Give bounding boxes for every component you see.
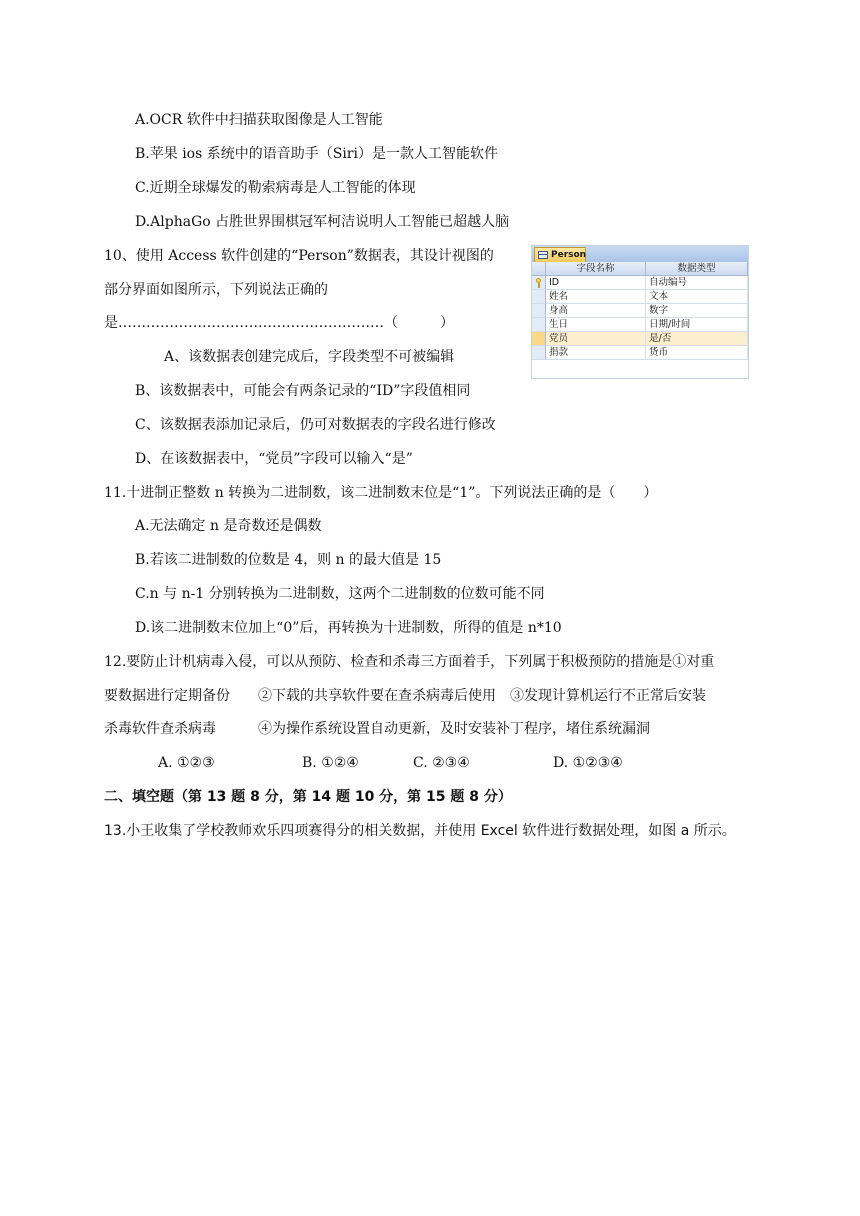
field-row <box>532 318 748 332</box>
q13-stem: 13.小王收集了学校教师欢乐四项赛得分的相关数据，并使用 Excel 软件进行数据处理，如图 a 所示。 <box>104 823 736 839</box>
row-selector-header <box>532 262 546 276</box>
field-row <box>532 290 748 304</box>
field-name-cell: 姓名 <box>546 290 646 304</box>
access-design-view-figure <box>531 245 749 379</box>
q10-stem-line3: 是…………………………………………………（ ） <box>104 315 454 331</box>
q9-option-b: B.苹果 ios 系统中的语音助手（Siri）是一款人工智能软件 <box>135 146 498 162</box>
row-selector <box>532 290 546 304</box>
primary-key-icon <box>535 278 542 288</box>
q12-stem-line1: 12.要防止计机病毒入侵，可以从预防、检查和杀毒三方面着手，下列属于积极预防的措施是①对重 <box>104 654 715 670</box>
data-type-cell: 是/否 <box>646 332 748 346</box>
data-type-cell: 货币 <box>646 346 748 360</box>
q10-option-c: C、该数据表添加记录后，仍可对数据表的字段名进行修改 <box>135 417 496 433</box>
field-row <box>532 304 748 318</box>
row-selector <box>532 276 546 290</box>
q12-option-a: A. ①②③ <box>158 755 215 771</box>
row-selector <box>532 318 546 332</box>
q12-option-b: B. ①②④ <box>302 755 359 771</box>
table-tab-label: Person <box>551 250 587 260</box>
field-name-cell: 生日 <box>546 318 646 332</box>
q11-stem: 11.十进制正整数 n 转换为二进制数，该二进制数末位是“1”。下列说法正确的是（ ） <box>104 485 658 501</box>
q10-option-d: D、在该数据表中，“党员”字段可以输入“是” <box>135 451 413 467</box>
field-name-cell: 身高 <box>546 304 646 318</box>
q11-option-a: A.无法确定 n 是奇数还是偶数 <box>135 518 322 534</box>
field-row <box>532 276 748 290</box>
row-selector <box>532 304 546 318</box>
field-name-cell: 捐款 <box>546 346 646 360</box>
field-row-selected <box>532 332 748 346</box>
table-icon <box>538 251 548 259</box>
q12-option-c: C. ②③④ <box>413 755 470 771</box>
q10-stem-line2: 部分界面如图所示，下列说法正确的 <box>104 282 328 298</box>
data-type-cell: 日期/时间 <box>646 318 748 332</box>
q12-stem-line2: 要数据进行定期备份 ②下载的共享软件要在查杀病毒后使用 ③发现计算机运行不正常后安装 <box>104 688 706 704</box>
q12-option-d: D. ①②③④ <box>553 755 623 771</box>
figure-tab-bar <box>532 246 748 262</box>
field-name-header: 字段名称 <box>546 262 646 276</box>
data-type-cell: 数字 <box>646 304 748 318</box>
section2-title: 二、填空题（第 13 题 8 分，第 14 题 10 分，第 15 题 8 分） <box>104 789 512 805</box>
field-name-cell: 党员 <box>546 332 646 346</box>
row-selector <box>532 332 546 346</box>
q11-option-c: C.n 与 n-1 分别转换为二进制数，这两个二进制数的位数可能不同 <box>135 586 545 602</box>
field-name-cell: ID <box>546 276 646 290</box>
q10-option-b: B、该数据表中，可能会有两条记录的“ID”字段值相同 <box>135 383 471 399</box>
q10-stem-line1: 10、使用 Access 软件创建的“Person”数据表，其设计视图的 <box>104 248 494 264</box>
field-row <box>532 346 748 360</box>
q11-option-b: B.若该二进制数的位数是 4，则 n 的最大值是 15 <box>135 552 442 568</box>
q12-stem-line3: 杀毒软件查杀病毒 ④为操作系统设置自动更新，及时安装补丁程序，堵住系统漏洞 <box>104 721 650 737</box>
data-type-cell: 文本 <box>646 290 748 304</box>
q10-option-a: A、该数据表创建完成后，字段类型不可被编辑 <box>164 349 455 365</box>
q9-option-c: C.近期全球爆发的勒索病毒是人工智能的体现 <box>135 180 416 196</box>
q11-option-d: D.该二进制数末位加上“0”后，再转换为十进制数，所得的值是 n*10 <box>135 620 562 636</box>
data-type-cell: 自动编号 <box>646 276 748 290</box>
data-type-header: 数据类型 <box>646 262 748 276</box>
table-tab <box>534 247 586 262</box>
row-selector <box>532 346 546 360</box>
q9-option-d: D.AlphaGo 占胜世界围棋冠军柯洁说明人工智能已超越人脑 <box>135 214 510 230</box>
q9-option-a: A.OCR 软件中扫描获取图像是人工智能 <box>135 112 383 128</box>
